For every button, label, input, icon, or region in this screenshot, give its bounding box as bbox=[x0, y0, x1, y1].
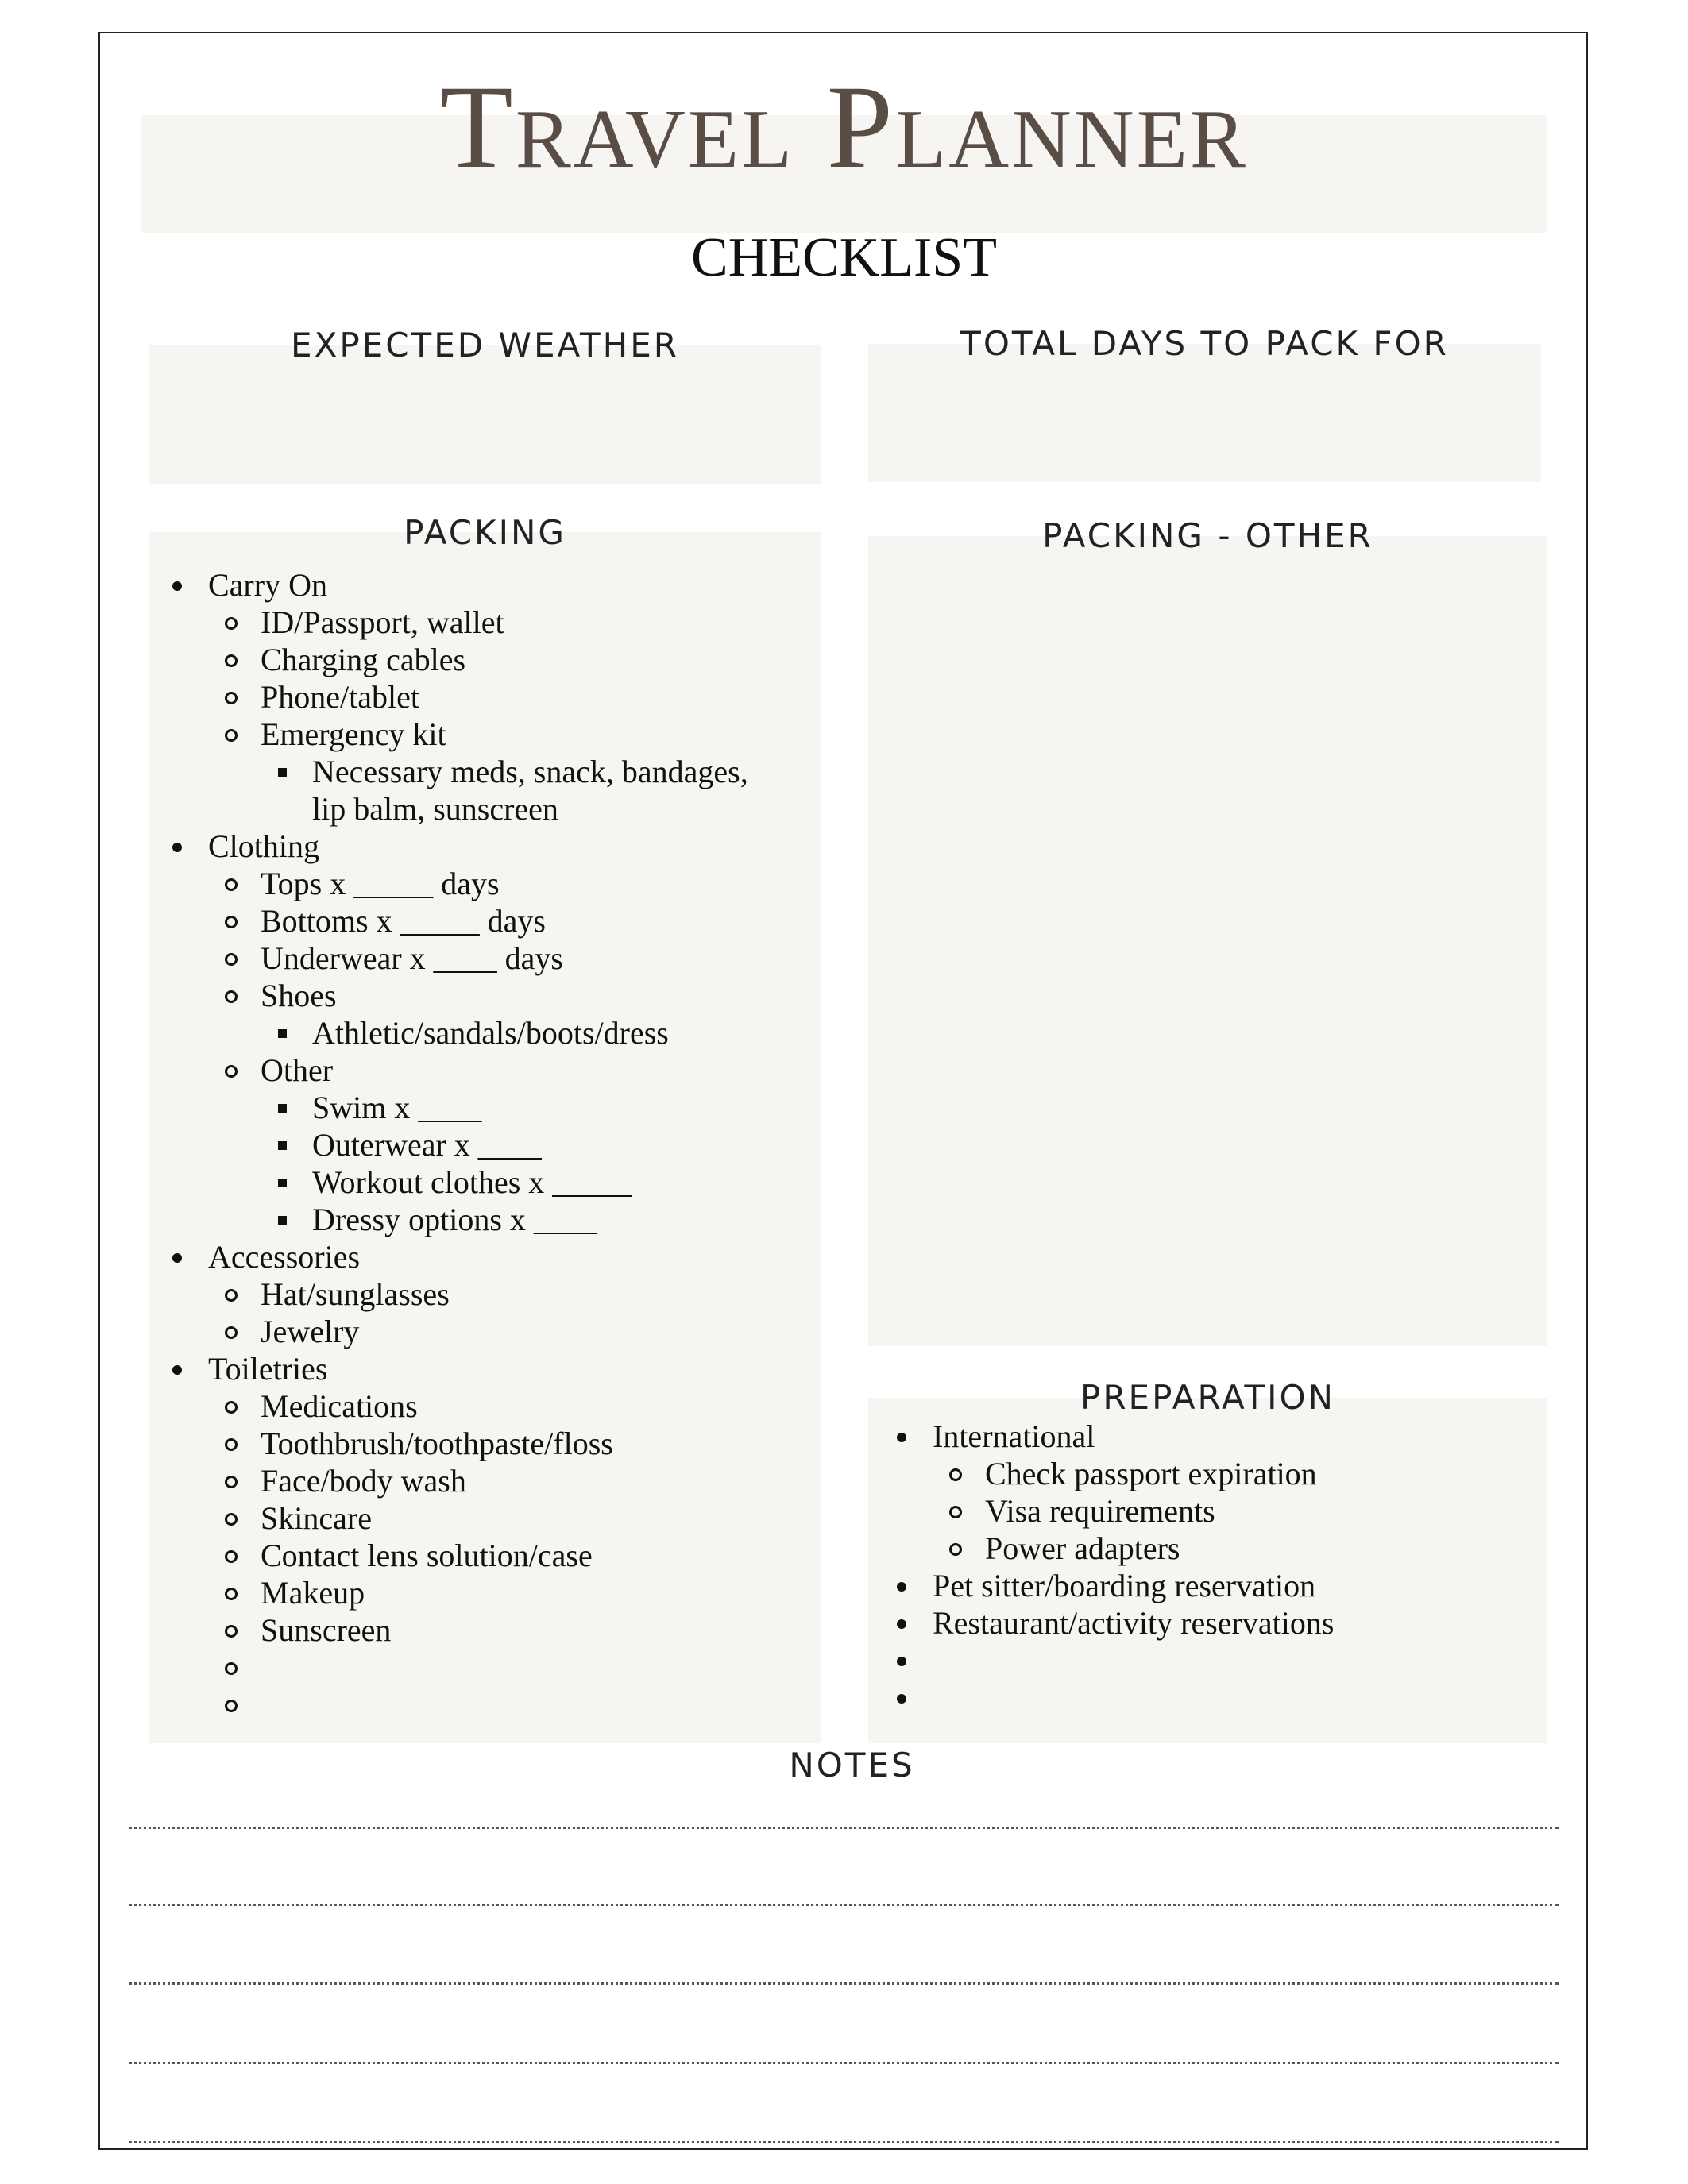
list-item: Bottoms x _____ days bbox=[156, 902, 815, 940]
list-item: Toiletries bbox=[156, 1350, 815, 1387]
notes-line[interactable] bbox=[129, 2141, 1559, 2143]
notes-line[interactable] bbox=[129, 1904, 1559, 1906]
list-item: Hat/sunglasses bbox=[156, 1275, 815, 1313]
notes-header: NOTES bbox=[789, 1746, 915, 1785]
total-days-box[interactable] bbox=[868, 344, 1541, 482]
empty-list-item[interactable] bbox=[880, 1642, 1539, 1679]
empty-list-item[interactable] bbox=[156, 1686, 815, 1723]
list-item: Visa requirements bbox=[880, 1492, 1539, 1530]
packing-list bbox=[156, 566, 815, 1723]
expected-weather-box[interactable] bbox=[149, 345, 821, 484]
list-item: Skincare bbox=[156, 1499, 815, 1537]
page-subtitle: CHECKLIST bbox=[691, 227, 997, 288]
preparation-list bbox=[880, 1418, 1539, 1716]
list-item: Toothbrush/toothpaste/floss bbox=[156, 1425, 815, 1462]
list-item: Swim x ____ bbox=[156, 1089, 815, 1126]
list-item: Contact lens solution/case bbox=[156, 1537, 815, 1574]
list-item: Face/body wash bbox=[156, 1462, 815, 1499]
list-item: Dressy options x ____ bbox=[156, 1201, 815, 1238]
list-item: Clothing bbox=[156, 828, 815, 865]
list-item: Other bbox=[156, 1051, 815, 1089]
list-item: Emergency kit bbox=[156, 716, 815, 753]
list-item: Phone/tablet bbox=[156, 678, 815, 716]
packing-other-header: PACKING - OTHER bbox=[1042, 516, 1373, 555]
list-item: Check passport expiration bbox=[880, 1455, 1539, 1492]
preparation-header: PREPARATION bbox=[1080, 1378, 1335, 1417]
list-item: Underwear x ____ days bbox=[156, 940, 815, 977]
list-item: Power adapters bbox=[880, 1530, 1539, 1567]
list-item: Athletic/sandals/boots/dress bbox=[156, 1014, 815, 1051]
list-item: Makeup bbox=[156, 1574, 815, 1611]
packing-other-box[interactable] bbox=[868, 536, 1547, 1346]
page-title: Travel Planner bbox=[440, 61, 1248, 193]
packing-header: PACKING bbox=[404, 513, 566, 552]
list-item: Pet sitter/boarding reservation bbox=[880, 1567, 1539, 1604]
notes-line[interactable] bbox=[129, 2062, 1559, 2064]
list-item: Shoes bbox=[156, 977, 815, 1014]
list-item: ID/Passport, wallet bbox=[156, 604, 815, 641]
list-item: Necessary meds, snack, bandages, lip balm, sunscreen bbox=[156, 753, 781, 828]
total-days-header: TOTAL DAYS TO PACK FOR bbox=[960, 324, 1449, 363]
list-item: Workout clothes x _____ bbox=[156, 1163, 815, 1201]
list-item: Jewelry bbox=[156, 1313, 815, 1350]
notes-line[interactable] bbox=[129, 1827, 1559, 1829]
list-item: Outerwear x ____ bbox=[156, 1126, 815, 1163]
list-item: International bbox=[880, 1418, 1539, 1455]
list-item: Sunscreen bbox=[156, 1611, 815, 1649]
list-item: Accessories bbox=[156, 1238, 815, 1275]
list-item: Tops x _____ days bbox=[156, 865, 815, 902]
list-item: Medications bbox=[156, 1387, 815, 1425]
empty-list-item[interactable] bbox=[156, 1649, 815, 1686]
list-item: Restaurant/activity reservations bbox=[880, 1604, 1539, 1642]
expected-weather-header: EXPECTED WEATHER bbox=[291, 326, 679, 365]
empty-list-item[interactable] bbox=[880, 1679, 1539, 1716]
list-item: Charging cables bbox=[156, 641, 815, 678]
list-item: Carry On bbox=[156, 566, 815, 604]
notes-line[interactable] bbox=[129, 1982, 1559, 1985]
